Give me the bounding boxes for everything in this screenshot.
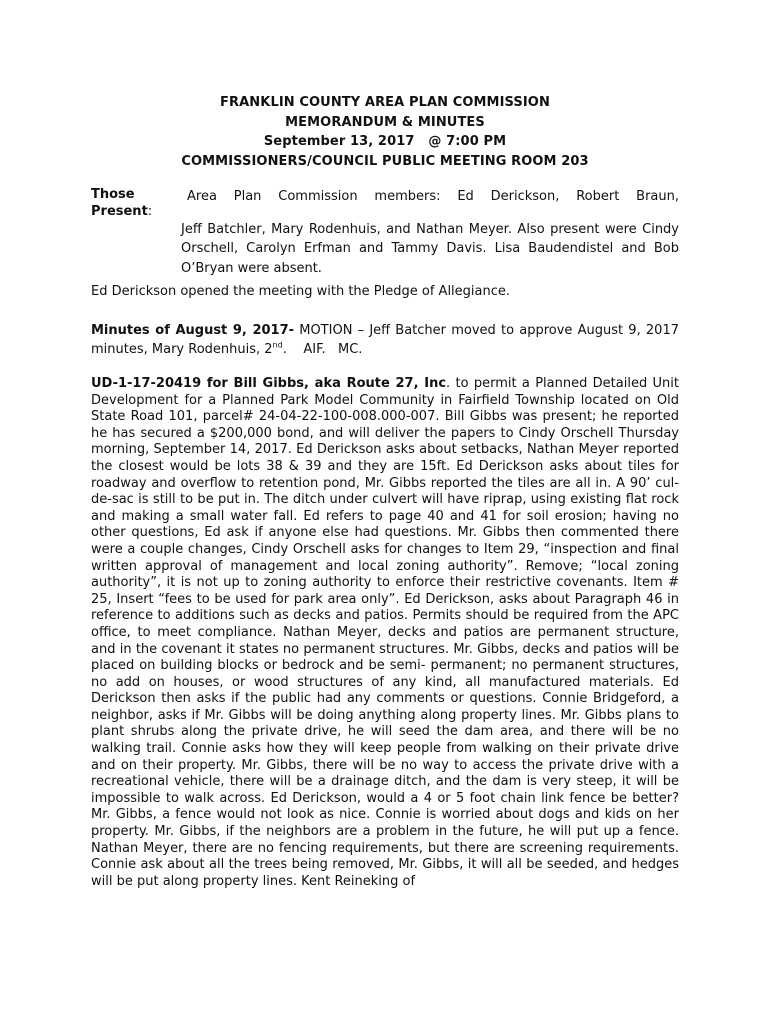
those-present-label: Those Present [91,187,148,219]
meeting-room: COMMISSIONERS/COUNCIL PUBLIC MEETING ROOM 203 [181,153,589,169]
memo-title: MEMORANDUM & MINUTES [285,114,485,130]
minutes-paragraph [91,321,679,359]
agenda-item-label: UD-1-17-20419 for Bill Gibbs, aka Route 27, Inc [91,376,447,391]
document-header [0,93,770,171]
those-present-rest: Jeff Batchler, Mary Rodenhuis, and Nathan Meyer. Also present were Cindy Orschell, Carolyn Erfman and Tammy Davis. Lisa Baudendistel and Bob O’Bryan were absent. [181,222,679,276]
agenda-item-text: . to permit a Planned Detailed Unit Development for a Planned Park Model Community in Fairfield Township located on Old State Road 101, parcel# 24-04-22-100-008.000-007. Bill Gibbs was present; he reported he has secured a $200,000 bond, and will deliver the papers to Cindy Orschell Thursday morning, September 14, 2017. Ed Derickson asks about setbacks, Nathan Meyer reported the closest would be lots 38 & 39 and they are 15ft. Ed Derickson asks about tiles for roadway and overflow to retention pond, Mr. Gibbs reported the tiles are all in. A 90’ cul-de-sac is still to be put in. The ditch under culvert will have riprap, using existing flat rock and making a small water fall. Ed refers to page 40 and 41 for soil erosion; having no other questions, Ed ask if anyone else had questions. Mr. Gibbs then commented there were a couple changes, Cindy Orschell asks for changes to Item 29, “inspection and final written approval of management and local zoning authority”. Remove; “local zoning authority”, it is not up to zoning authority to enforce their restrictive covenants. Item # 25, Insert “fees to be used for park area only”. Ed Derickson, asks about Paragraph 46 in reference to additions such as decks and patios. Permits should be required from the APC office, to meet compliance. Nathan Meyer, decks and patios are permanent structure, and in the covenant it states no permanent structures. Mr. Gibbs, decks and patios will be placed on building blocks or bedrock and be semi- permanent; no permanent structures, no add on houses, or wood structures of any kind, all manufactured materials. Ed Derickson then asks if the public had any comments or questions. Connie Bridgeford, a neighbor, asks if Mr. Gibbs will be doing anything along property lines. Mr. Gibbs plans to plant shrubs along the private drive, he will seed the dam area, and there will be no walking trail. Connie asks how they will keep people from walking on their private drive and on their property. Mr. Gibbs, there will be no way to access the private drive with a recreational vehicle, there will be a drainage ditch, and the dam is very steep, it will be impossible to walk across. Ed Derickson, would a 4 or 5 foot chain link fence be better? Mr. Gibbs, a fence would not look as nice. Connie is worried about dogs and kids on her property. Mr. Gibbs, if the neighbors are a problem in the future, he will put up a fence. Nathan Meyer, there are no fencing requirements, but there are screening requirements. Connie ask about all the trees being removed, Mr. Gibbs, it will all be seeded, and hedges will be put along property lines. Kent Reineking of [91,376,679,889]
commission-title: FRANKLIN COUNTY AREA PLAN COMMISSION [220,95,550,110]
minutes-label: Minutes of August 9, 2017- [91,323,295,338]
opening-paragraph: Ed Derickson opened the meeting with the Pledge of Allegiance. [91,284,511,299]
minutes-text: MOTION – Jeff Batcher moved to approve August 9, 2017 minutes, Mary Rodenhuis, 2 [91,323,679,357]
those-present-line1: Area Plan Commission members: Ed Derickson, Robert Braun, [187,189,679,204]
those-present-section [91,187,679,278]
minutes-tail: . AIF. MC. [282,342,363,357]
minutes-sup: nd [272,340,283,350]
agenda-item-paragraph [91,376,679,890]
those-present-colon: : [147,203,153,219]
meeting-date: September 13, 2017 @ 7:00 PM [263,134,507,149]
